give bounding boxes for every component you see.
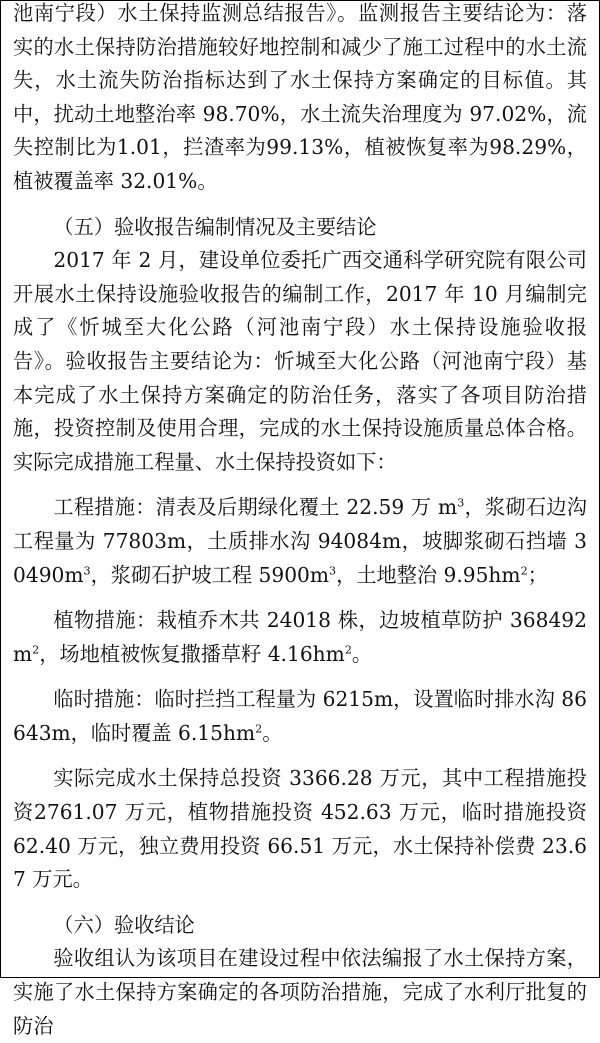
document-body (13, 0, 587, 1043)
investment-paragraph: 实际完成水土保持总投资 3366.28 万元，其中工程措施投资2761.07 万元，植物措施投资 452.63 万元，临时措施投资 62.40 万元，独立费用投资 66.51 万元，水土保持补偿费 23.67 万元。 (13, 766, 587, 892)
acceptance-report-paragraph: 2017 年 2 月，建设单位委托广西交通科学研究院有限公司开展水土保持设施验收报告的编制工作，2017 年 10 月编制完成了《忻城至大化公路（河池南宁段）水土保持设施验收报告》。验收报告主要结论为：忻城至大化公路（河池南宁段）基本完成了水土保持方案确定的防治任务，落实了各项目防治措施，投资控制及使用合理，完成的水土保持设施质量总体合格。实际完成措施工程量、水土保持投资如下： (13, 248, 587, 474)
engineering-measures-text-e: ； (527, 562, 548, 587)
temporary-measures-text-b: 。 (262, 720, 283, 745)
engineering-measures-text-a: 工程措施：清表及后期绿化覆土 22.59 万 m (53, 495, 458, 520)
superscript-3: 3 (457, 496, 465, 510)
engineering-measures-paragraph (13, 491, 587, 592)
superscript-2: 2 (520, 563, 528, 577)
superscript-2: 2 (344, 642, 352, 656)
superscript-3: 3 (83, 563, 91, 577)
engineering-measures-text-b: ，浆砌石边沟工程量为 77803m，土质排水沟 94084m，坡脚浆砌石挡墙 30490m (13, 495, 587, 587)
section-6-heading: （六）验收结论 (53, 912, 195, 937)
plant-measures-text-c: 。 (351, 641, 373, 666)
superscript-2: 2 (32, 642, 40, 656)
acceptance-conclusion-paragraph: 验收组认为该项目在建设过程中依法编报了水土保持方案，实施了水土保持方案确定的各项防治措施，完成了水利厅批复的防治 (13, 946, 587, 1038)
monitoring-conclusion-paragraph: 池南宁段）水土保持监测总结报告》。监测报告主要结论为：落实的水土保持防治措施较好地控制和减少了施工过程中的水土流失，水土流失防治指标达到了水土保持方案确定的目标值。其中，扰动土地整治率 98.70%，水土流失治理度为 97.02%，流失控制比为1.01，拦渣率为99.13%，植被恢复率为98.29%，植被覆盖率 32.01%。 (13, 1, 587, 193)
engineering-measures-text-c: ，浆砌石护坡工程 5900m (90, 562, 330, 587)
plant-measures-paragraph (13, 604, 587, 671)
temporary-measures-text-a: 临时措施：临时拦挡工程量为 6215m，设置临时排水沟 86643m，临时覆盖 6.15hm (13, 687, 587, 745)
section-5-heading: （五）验收报告编制情况及主要结论 (53, 214, 377, 239)
superscript-2: 2 (255, 722, 263, 736)
temporary-measures-paragraph (13, 683, 587, 750)
superscript-3: 3 (329, 563, 337, 577)
plant-measures-text-b: ，场地植被恢复撒播草籽 4.16hm (39, 641, 345, 666)
plant-measures-text-a: 植物措施：栽植乔木共 24018 株，边坡植草防护 368492m (13, 608, 587, 666)
engineering-measures-text-d: ，土地整治 9.95hm (336, 562, 521, 587)
